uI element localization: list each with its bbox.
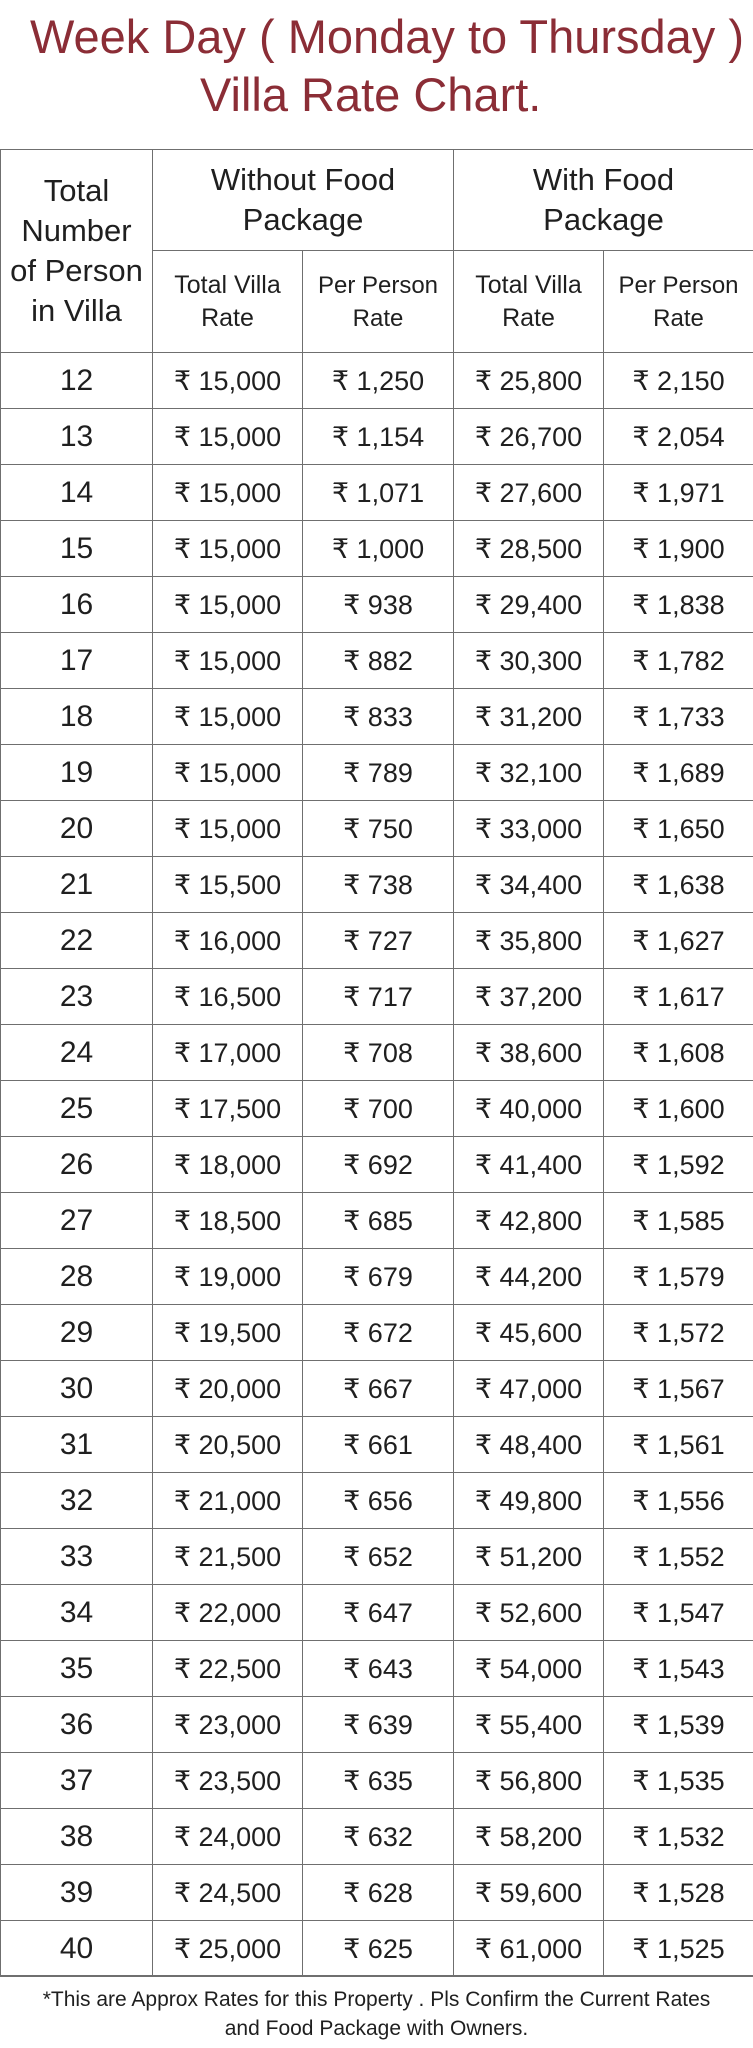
person-count-cell: 19: [1, 745, 153, 801]
total-villa-rate-with-food-cell: ₹ 41,400: [454, 1137, 604, 1193]
total-villa-rate-without-food-cell: ₹ 15,000: [153, 577, 303, 633]
total-villa-rate-with-food-cell: ₹ 45,600: [454, 1305, 604, 1361]
table-row: [1, 801, 753, 857]
person-count-cell: 34: [1, 1585, 153, 1641]
header-with-line: Package: [543, 202, 664, 237]
per-person-rate-with-food-cell: ₹ 1,900: [604, 521, 753, 577]
header-per-person-rate-with: [604, 251, 753, 353]
total-villa-rate-with-food-cell: ₹ 32,100: [454, 745, 604, 801]
person-count-cell: 16: [1, 577, 153, 633]
person-count-cell: 26: [1, 1137, 153, 1193]
table-row: [1, 1305, 753, 1361]
per-person-rate-with-food-cell: ₹ 1,617: [604, 969, 753, 1025]
per-person-rate-without-food-cell: ₹ 628: [303, 1865, 454, 1921]
total-villa-rate-with-food-cell: ₹ 59,600: [454, 1865, 604, 1921]
per-person-rate-without-food-cell: ₹ 738: [303, 857, 454, 913]
person-count-cell: 21: [1, 857, 153, 913]
subheader-line: Rate: [201, 303, 254, 332]
header-with-line: With Food: [532, 162, 675, 197]
total-villa-rate-without-food-cell: ₹ 15,000: [153, 745, 303, 801]
table-row: [1, 1865, 753, 1921]
per-person-rate-without-food-cell: ₹ 643: [303, 1641, 454, 1697]
per-person-rate-without-food-cell: ₹ 833: [303, 689, 454, 745]
per-person-rate-without-food-cell: ₹ 708: [303, 1025, 454, 1081]
person-count-cell: 33: [1, 1529, 153, 1585]
header-total-persons: [1, 150, 153, 353]
per-person-rate-with-food-cell: ₹ 2,150: [604, 353, 753, 409]
total-villa-rate-with-food-cell: ₹ 42,800: [454, 1193, 604, 1249]
table-row: [1, 913, 753, 969]
total-villa-rate-with-food-cell: ₹ 58,200: [454, 1809, 604, 1865]
total-villa-rate-with-food-cell: ₹ 28,500: [454, 521, 604, 577]
table-row: [1, 1641, 753, 1697]
table-row: [1, 409, 753, 465]
disclaimer-line-2: and Food Package with Owners.: [224, 2017, 529, 2040]
person-count-cell: 18: [1, 689, 153, 745]
table-row: [1, 1473, 753, 1529]
total-villa-rate-without-food-cell: ₹ 22,000: [153, 1585, 303, 1641]
disclaimer-line-1: *This are Approx Rates for this Property . Pls Confirm the Current Rates: [42, 1988, 711, 2011]
subheader-line: Rate: [502, 303, 555, 332]
per-person-rate-without-food-cell: ₹ 632: [303, 1809, 454, 1865]
total-villa-rate-with-food-cell: ₹ 27,600: [454, 465, 604, 521]
per-person-rate-with-food-cell: ₹ 1,627: [604, 913, 753, 969]
total-villa-rate-without-food-cell: ₹ 15,000: [153, 801, 303, 857]
per-person-rate-without-food-cell: ₹ 672: [303, 1305, 454, 1361]
per-person-rate-with-food-cell: ₹ 1,547: [604, 1585, 753, 1641]
total-villa-rate-with-food-cell: ₹ 54,000: [454, 1641, 604, 1697]
person-count-cell: 31: [1, 1417, 153, 1473]
per-person-rate-without-food-cell: ₹ 882: [303, 633, 454, 689]
header-without-line: Without Food: [210, 162, 396, 197]
per-person-rate-with-food-cell: ₹ 1,561: [604, 1417, 753, 1473]
per-person-rate-without-food-cell: ₹ 625: [303, 1921, 454, 1977]
person-count-cell: 40: [1, 1921, 153, 1977]
total-villa-rate-with-food-cell: ₹ 26,700: [454, 409, 604, 465]
table-row: [1, 1529, 753, 1585]
per-person-rate-without-food-cell: ₹ 685: [303, 1193, 454, 1249]
table-row: [1, 521, 753, 577]
header-per-person-rate-without: [303, 251, 454, 353]
page-title: [0, 8, 753, 148]
per-person-rate-without-food-cell: ₹ 1,071: [303, 465, 454, 521]
per-person-rate-without-food-cell: ₹ 717: [303, 969, 454, 1025]
person-count-cell: 14: [1, 465, 153, 521]
villa-rate-table: [0, 149, 753, 1977]
per-person-rate-without-food-cell: ₹ 938: [303, 577, 454, 633]
table-row: [1, 1249, 753, 1305]
total-villa-rate-without-food-cell: ₹ 18,500: [153, 1193, 303, 1249]
total-villa-rate-with-food-cell: ₹ 52,600: [454, 1585, 604, 1641]
total-villa-rate-with-food-cell: ₹ 35,800: [454, 913, 604, 969]
per-person-rate-with-food-cell: ₹ 1,552: [604, 1529, 753, 1585]
total-villa-rate-with-food-cell: ₹ 31,200: [454, 689, 604, 745]
table-row: [1, 1753, 753, 1809]
total-villa-rate-without-food-cell: ₹ 23,500: [153, 1753, 303, 1809]
table-row: [1, 1809, 753, 1865]
subheader-line: Per Person: [317, 271, 439, 299]
table-body: [1, 353, 753, 1977]
table-row: [1, 1921, 753, 1977]
total-villa-rate-with-food-cell: ₹ 33,000: [454, 801, 604, 857]
table-row: [1, 1025, 753, 1081]
total-villa-rate-without-food-cell: ₹ 17,000: [153, 1025, 303, 1081]
per-person-rate-without-food-cell: ₹ 1,000: [303, 521, 454, 577]
total-villa-rate-without-food-cell: ₹ 23,000: [153, 1697, 303, 1753]
total-villa-rate-without-food-cell: ₹ 16,500: [153, 969, 303, 1025]
total-villa-rate-without-food-cell: ₹ 21,500: [153, 1529, 303, 1585]
total-villa-rate-with-food-cell: ₹ 29,400: [454, 577, 604, 633]
subheader-line: Total Villa: [174, 270, 281, 299]
total-villa-rate-with-food-cell: ₹ 55,400: [454, 1697, 604, 1753]
per-person-rate-without-food-cell: ₹ 1,154: [303, 409, 454, 465]
total-villa-rate-without-food-cell: ₹ 19,500: [153, 1305, 303, 1361]
total-villa-rate-without-food-cell: ₹ 20,500: [153, 1417, 303, 1473]
person-count-cell: 23: [1, 969, 153, 1025]
per-person-rate-without-food-cell: ₹ 647: [303, 1585, 454, 1641]
table-row: [1, 353, 753, 409]
table-row: [1, 1697, 753, 1753]
table-row: [1, 689, 753, 745]
total-villa-rate-with-food-cell: ₹ 40,000: [454, 1081, 604, 1137]
table-row: [1, 1417, 753, 1473]
per-person-rate-without-food-cell: ₹ 692: [303, 1137, 454, 1193]
total-villa-rate-without-food-cell: ₹ 17,500: [153, 1081, 303, 1137]
total-villa-rate-with-food-cell: ₹ 48,400: [454, 1417, 604, 1473]
header-person-line: of Person: [10, 253, 143, 288]
total-villa-rate-without-food-cell: ₹ 15,000: [153, 465, 303, 521]
per-person-rate-with-food-cell: ₹ 1,579: [604, 1249, 753, 1305]
per-person-rate-without-food-cell: ₹ 750: [303, 801, 454, 857]
per-person-rate-with-food-cell: ₹ 1,539: [604, 1697, 753, 1753]
per-person-rate-without-food-cell: ₹ 679: [303, 1249, 454, 1305]
total-villa-rate-without-food-cell: ₹ 22,500: [153, 1641, 303, 1697]
per-person-rate-with-food-cell: ₹ 1,585: [604, 1193, 753, 1249]
total-villa-rate-with-food-cell: ₹ 51,200: [454, 1529, 604, 1585]
header-person-line: Number: [21, 213, 132, 248]
per-person-rate-with-food-cell: ₹ 1,689: [604, 745, 753, 801]
total-villa-rate-with-food-cell: ₹ 49,800: [454, 1473, 604, 1529]
table-row: [1, 745, 753, 801]
table-row: [1, 577, 753, 633]
person-count-cell: 28: [1, 1249, 153, 1305]
per-person-rate-with-food-cell: ₹ 1,838: [604, 577, 753, 633]
disclaimer-note: [0, 1975, 753, 2048]
person-count-cell: 15: [1, 521, 153, 577]
per-person-rate-with-food-cell: ₹ 1,556: [604, 1473, 753, 1529]
title-line-2: Villa Rate Chart.: [200, 68, 542, 121]
per-person-rate-with-food-cell: ₹ 2,054: [604, 409, 753, 465]
header-person-line: in Villa: [31, 293, 122, 328]
table-row: [1, 1081, 753, 1137]
title-line-1: Week Day ( Monday to Thursday ): [30, 10, 744, 63]
per-person-rate-with-food-cell: ₹ 1,650: [604, 801, 753, 857]
total-villa-rate-without-food-cell: ₹ 24,000: [153, 1809, 303, 1865]
table-row: [1, 857, 753, 913]
person-count-cell: 20: [1, 801, 153, 857]
per-person-rate-without-food-cell: ₹ 700: [303, 1081, 454, 1137]
total-villa-rate-without-food-cell: ₹ 15,000: [153, 353, 303, 409]
person-count-cell: 25: [1, 1081, 153, 1137]
total-villa-rate-with-food-cell: ₹ 34,400: [454, 857, 604, 913]
table-row: [1, 1361, 753, 1417]
person-count-cell: 32: [1, 1473, 153, 1529]
header-total-villa-rate-with: [454, 251, 604, 353]
person-count-cell: 29: [1, 1305, 153, 1361]
header-without-food-package: [153, 150, 454, 251]
per-person-rate-with-food-cell: ₹ 1,600: [604, 1081, 753, 1137]
per-person-rate-without-food-cell: ₹ 639: [303, 1697, 454, 1753]
per-person-rate-with-food-cell: ₹ 1,572: [604, 1305, 753, 1361]
subheader-line: Per Person: [618, 271, 739, 299]
person-count-cell: 27: [1, 1193, 153, 1249]
total-villa-rate-without-food-cell: ₹ 24,500: [153, 1865, 303, 1921]
per-person-rate-with-food-cell: ₹ 1,971: [604, 465, 753, 521]
total-villa-rate-without-food-cell: ₹ 15,000: [153, 689, 303, 745]
per-person-rate-with-food-cell: ₹ 1,525: [604, 1921, 753, 1977]
total-villa-rate-without-food-cell: ₹ 19,000: [153, 1249, 303, 1305]
subheader-line: Total Villa: [475, 270, 582, 299]
total-villa-rate-without-food-cell: ₹ 18,000: [153, 1137, 303, 1193]
per-person-rate-without-food-cell: ₹ 1,250: [303, 353, 454, 409]
total-villa-rate-with-food-cell: ₹ 38,600: [454, 1025, 604, 1081]
per-person-rate-without-food-cell: ₹ 652: [303, 1529, 454, 1585]
table-row: [1, 633, 753, 689]
per-person-rate-with-food-cell: ₹ 1,592: [604, 1137, 753, 1193]
per-person-rate-with-food-cell: ₹ 1,528: [604, 1865, 753, 1921]
per-person-rate-without-food-cell: ₹ 635: [303, 1753, 454, 1809]
table-row: [1, 1585, 753, 1641]
total-villa-rate-without-food-cell: ₹ 15,000: [153, 521, 303, 577]
total-villa-rate-with-food-cell: ₹ 37,200: [454, 969, 604, 1025]
table-row: [1, 1137, 753, 1193]
per-person-rate-with-food-cell: ₹ 1,608: [604, 1025, 753, 1081]
table-row: [1, 465, 753, 521]
per-person-rate-with-food-cell: ₹ 1,535: [604, 1753, 753, 1809]
person-count-cell: 13: [1, 409, 153, 465]
subheader-line: Rate: [352, 304, 404, 332]
per-person-rate-without-food-cell: ₹ 656: [303, 1473, 454, 1529]
per-person-rate-with-food-cell: ₹ 1,567: [604, 1361, 753, 1417]
per-person-rate-without-food-cell: ₹ 661: [303, 1417, 454, 1473]
person-count-cell: 24: [1, 1025, 153, 1081]
person-count-cell: 36: [1, 1697, 153, 1753]
total-villa-rate-with-food-cell: ₹ 47,000: [454, 1361, 604, 1417]
header-person-line: Total: [43, 173, 110, 208]
total-villa-rate-without-food-cell: ₹ 16,000: [153, 913, 303, 969]
per-person-rate-with-food-cell: ₹ 1,638: [604, 857, 753, 913]
table-row: [1, 1193, 753, 1249]
subheader-line: Rate: [653, 304, 704, 332]
total-villa-rate-with-food-cell: ₹ 44,200: [454, 1249, 604, 1305]
per-person-rate-without-food-cell: ₹ 667: [303, 1361, 454, 1417]
person-count-cell: 17: [1, 633, 153, 689]
per-person-rate-with-food-cell: ₹ 1,782: [604, 633, 753, 689]
total-villa-rate-without-food-cell: ₹ 21,000: [153, 1473, 303, 1529]
table-row: [1, 969, 753, 1025]
total-villa-rate-with-food-cell: ₹ 25,800: [454, 353, 604, 409]
per-person-rate-with-food-cell: ₹ 1,733: [604, 689, 753, 745]
person-count-cell: 30: [1, 1361, 153, 1417]
per-person-rate-without-food-cell: ₹ 727: [303, 913, 454, 969]
person-count-cell: 38: [1, 1809, 153, 1865]
person-count-cell: 22: [1, 913, 153, 969]
header-without-line: Package: [242, 202, 364, 237]
per-person-rate-with-food-cell: ₹ 1,532: [604, 1809, 753, 1865]
person-count-cell: 39: [1, 1865, 153, 1921]
table-header-group-row: [1, 150, 753, 251]
total-villa-rate-without-food-cell: ₹ 15,000: [153, 409, 303, 465]
person-count-cell: 35: [1, 1641, 153, 1697]
header-total-villa-rate-without: [153, 251, 303, 353]
person-count-cell: 12: [1, 353, 153, 409]
total-villa-rate-with-food-cell: ₹ 30,300: [454, 633, 604, 689]
total-villa-rate-without-food-cell: ₹ 15,500: [153, 857, 303, 913]
total-villa-rate-without-food-cell: ₹ 25,000: [153, 1921, 303, 1977]
person-count-cell: 37: [1, 1753, 153, 1809]
per-person-rate-without-food-cell: ₹ 789: [303, 745, 454, 801]
per-person-rate-with-food-cell: ₹ 1,543: [604, 1641, 753, 1697]
total-villa-rate-without-food-cell: ₹ 20,000: [153, 1361, 303, 1417]
total-villa-rate-with-food-cell: ₹ 61,000: [454, 1921, 604, 1977]
total-villa-rate-with-food-cell: ₹ 56,800: [454, 1753, 604, 1809]
total-villa-rate-without-food-cell: ₹ 15,000: [153, 633, 303, 689]
header-with-food-package: [454, 150, 753, 251]
